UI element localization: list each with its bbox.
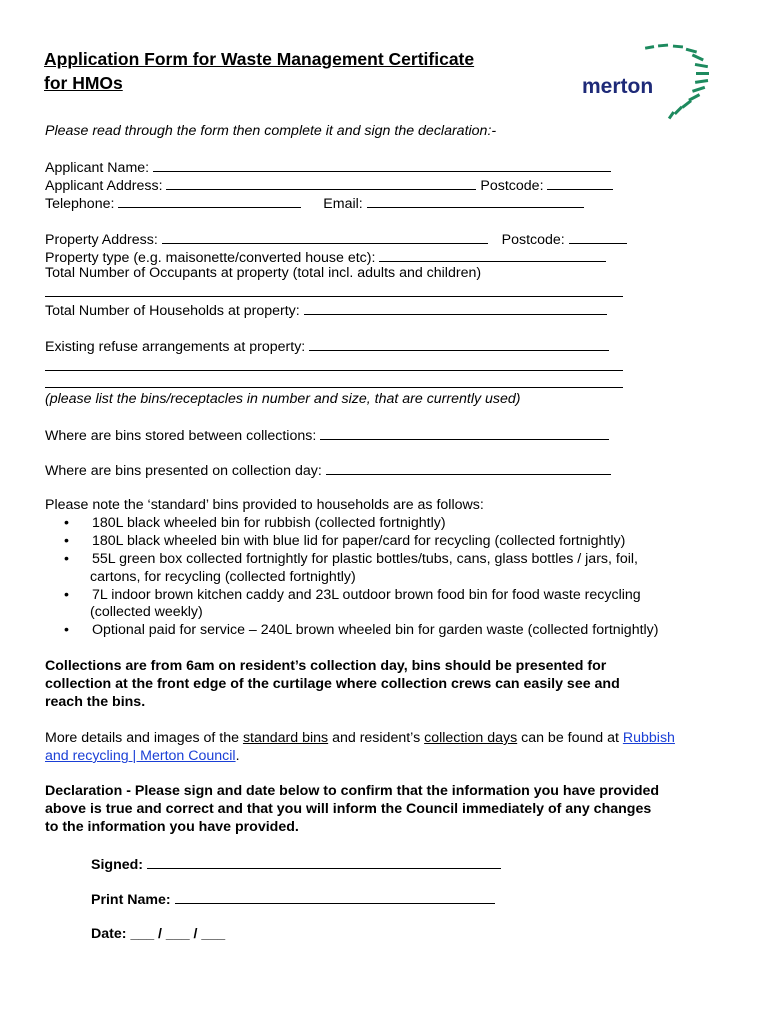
presented-field[interactable] bbox=[326, 461, 611, 475]
form-title-line-1: Application Form for Waste Management Certificate bbox=[44, 49, 475, 69]
stored-row bbox=[45, 426, 609, 445]
list-item-cont: (collected weekly) bbox=[90, 604, 203, 620]
date-label: Date: bbox=[91, 926, 127, 942]
details-pre: More details and images of the bbox=[45, 730, 243, 746]
applicant-address-field[interactable] bbox=[166, 176, 476, 190]
applicant-name-row bbox=[45, 158, 611, 177]
list-item: Optional paid for service – 240L brown wheeled bin for garden waste (collected fortnightly) bbox=[92, 622, 659, 638]
refuse-label: Existing refuse arrangements at property: bbox=[45, 339, 306, 355]
print-name-row bbox=[91, 890, 495, 909]
details-mid: and resident’s bbox=[328, 730, 425, 746]
details-post: can be found at bbox=[517, 730, 623, 746]
date-row bbox=[91, 926, 225, 943]
details-line-1 bbox=[45, 730, 675, 747]
date-field[interactable]: ___ / ___ / ___ bbox=[130, 926, 226, 942]
form-title-line-2: for HMOs bbox=[44, 73, 123, 93]
bins-intro: Please note the ‘standard’ bins provided to households are as follows: bbox=[45, 497, 484, 513]
bullet-icon: • bbox=[64, 551, 69, 567]
print-name-label: Print Name: bbox=[91, 892, 171, 908]
bullet-icon: • bbox=[64, 622, 69, 638]
households-field[interactable] bbox=[304, 301, 607, 315]
telephone-field[interactable] bbox=[118, 194, 301, 208]
signed-row bbox=[91, 855, 501, 874]
merton-logo bbox=[578, 40, 718, 122]
households-row bbox=[45, 301, 607, 320]
applicant-postcode-field[interactable] bbox=[547, 176, 613, 190]
occupants-label: Total Number of Occupants at property (total incl. adults and children) bbox=[45, 265, 482, 281]
refuse-row bbox=[45, 337, 609, 356]
applicant-name-label: Applicant Name: bbox=[45, 160, 150, 176]
households-label: Total Number of Households at property: bbox=[45, 303, 300, 319]
refuse-field[interactable] bbox=[309, 337, 609, 351]
list-item: 180L black wheeled bin with blue lid for paper/card for recycling (collected fortnightly) bbox=[92, 533, 626, 549]
applicant-postcode-label: Postcode: bbox=[480, 178, 544, 194]
logo-arc-icon bbox=[645, 44, 709, 120]
rubbish-recycling-link-cont[interactable]: and recycling | Merton Council bbox=[45, 748, 236, 764]
declaration-line-3: to the information you have provided. bbox=[45, 819, 299, 835]
declaration-line-2: above is true and correct and that you will inform the Council immediately of any changes bbox=[45, 801, 652, 817]
bullet-icon: • bbox=[64, 533, 69, 549]
details-end: . bbox=[235, 748, 240, 764]
collections-line-1: Collections are from 6am on resident’s collection day, bins should be presented for bbox=[45, 658, 607, 674]
collections-line-2: collection at the front edge of the curtilage where collection crews can easily see and bbox=[45, 676, 620, 692]
property-type-field[interactable] bbox=[379, 248, 606, 262]
list-item: 55L green box collected fortnightly for plastic bottles/tubs, cans, glass bottles / jars, foil, bbox=[92, 551, 638, 567]
print-name-field[interactable] bbox=[175, 890, 495, 904]
property-postcode-label: Postcode: bbox=[501, 232, 565, 248]
property-type-label: Property type (e.g. maisonette/converted house etc): bbox=[45, 250, 376, 266]
declaration-line-1: Declaration - Please sign and date below to confirm that the information you have provided bbox=[45, 783, 660, 799]
stored-field[interactable] bbox=[320, 426, 609, 440]
bullet-icon: • bbox=[64, 587, 69, 603]
signed-label: Signed: bbox=[91, 857, 144, 873]
presented-label: Where are bins presented on collection day: bbox=[45, 463, 322, 479]
property-address-field[interactable] bbox=[162, 230, 488, 244]
list-item-cont: cartons, for recycling (collected fortnightly) bbox=[90, 569, 356, 585]
list-item: 7L indoor brown kitchen caddy and 23L outdoor brown food bin for food waste recycling bbox=[92, 587, 641, 603]
stored-label: Where are bins stored between collections: bbox=[45, 428, 317, 444]
refuse-field-line-2[interactable] bbox=[45, 370, 623, 371]
applicant-name-field[interactable] bbox=[153, 158, 611, 172]
signature-field[interactable] bbox=[147, 855, 501, 869]
email-field[interactable] bbox=[367, 194, 584, 208]
applicant-contact-row bbox=[45, 194, 584, 213]
presented-row bbox=[45, 461, 611, 480]
rubbish-recycling-link[interactable]: Rubbish bbox=[622, 730, 675, 746]
refuse-note: (please list the bins/receptacles in number and size, that are currently used) bbox=[45, 391, 521, 407]
logo-text: merton bbox=[582, 75, 654, 98]
occupants-field[interactable] bbox=[45, 296, 623, 297]
property-postcode-field[interactable] bbox=[569, 230, 627, 244]
list-item: 180L black wheeled bin for rubbish (collected fortnightly) bbox=[92, 515, 446, 531]
refuse-field-line-3[interactable] bbox=[45, 387, 623, 388]
bullet-icon: • bbox=[64, 515, 69, 531]
details-line-2 bbox=[45, 748, 240, 765]
applicant-address-row bbox=[45, 176, 613, 195]
telephone-label: Telephone: bbox=[45, 196, 115, 212]
email-label: Email: bbox=[323, 196, 363, 212]
standard-bins-link[interactable]: standard bins bbox=[242, 730, 329, 746]
applicant-address-label: Applicant Address: bbox=[45, 178, 163, 194]
collection-days-link[interactable]: collection days bbox=[424, 730, 518, 746]
collections-line-3: reach the bins. bbox=[45, 694, 146, 710]
property-address-row bbox=[45, 230, 627, 249]
intro-text: Please read through the form then complete it and sign the declaration:- bbox=[45, 123, 497, 139]
property-address-label: Property Address: bbox=[45, 232, 158, 248]
